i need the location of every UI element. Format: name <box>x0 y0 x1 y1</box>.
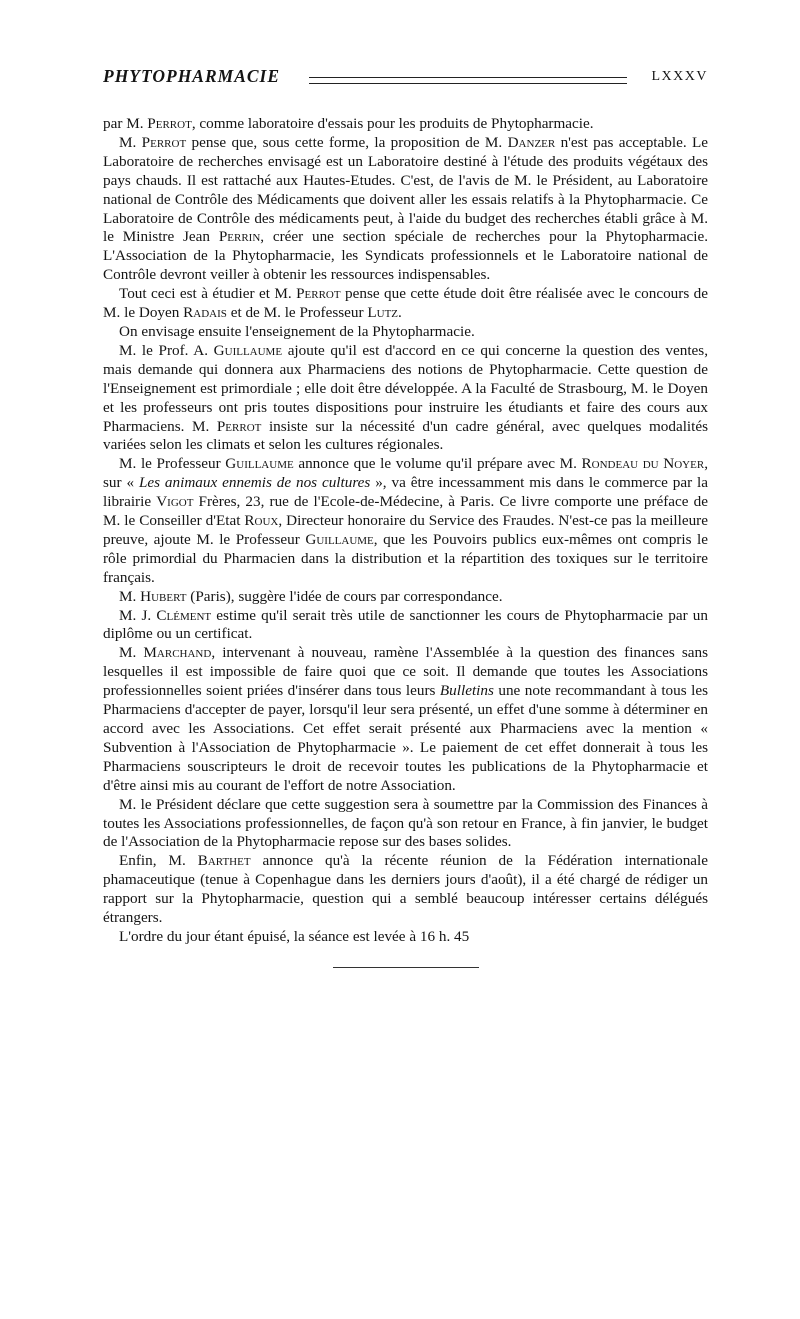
paragraph <box>103 928 708 947</box>
person-name: Radais <box>183 304 227 322</box>
person-name: Lutz <box>367 304 399 322</box>
text-run: annonce que le volume qu'il prépare avec M. <box>293 455 582 473</box>
text-run: par M. <box>103 115 148 132</box>
text-run: , que les Pouvoirs publics eux-mêmes ont compris le rôle primordial du Pharmacien dans la distribution et la répartition des toxiques sur le territoire français. <box>103 530 708 586</box>
paragraph <box>103 134 708 285</box>
text-run: insiste sur la nécessité d'un cadre général, avec quelques modalités variées selon les climats et selon les cultures régionales. <box>103 417 709 454</box>
person-name: Perrot <box>296 285 341 303</box>
person-name: Perrot <box>141 133 187 151</box>
paragraph <box>103 852 708 928</box>
closing-rule <box>333 967 479 968</box>
text-run: M. le Prof. A. <box>119 341 214 359</box>
text-run: Enfin, M. <box>119 852 198 870</box>
text-run: pense que cette étude doit être réalisée avec le concours de M. le Doyen <box>103 285 708 322</box>
text-run: , intervenant à nouveau, ramène l'Assemblée à la question des finances sans lesquelles il est impossible de faire quoi que ce soit. Il demande que toutes les Associations professionnelles soient priées d'insérer dans tous leurs <box>103 644 708 700</box>
text-run: M. <box>119 644 144 662</box>
text-run: Frères, 23, rue de l'Ecole-de-Médecine, à Paris. Ce livre comporte une préface de M. le Conseiller d'Etat <box>103 493 708 530</box>
person-name: Danzer <box>507 133 556 151</box>
paragraph <box>103 455 708 587</box>
paragraph <box>103 607 708 645</box>
text-run: M. J. <box>119 606 157 624</box>
text-run: , créer une section spéciale de recherches pour la Phytopharmacie. L'Association de la Phytopharmacie, les Syndicats professionnels et le Laboratoire national de Contrôle devront veiller à obtenir les ressources indispensables. <box>103 228 708 284</box>
text-run: , comme laboratoire d'essais pour les produits de Phytopharmacie. <box>191 115 594 132</box>
paragraph <box>103 115 708 134</box>
italic-text: Les animaux ennemis de nos cultures <box>138 474 371 492</box>
running-title: PHYTOPHARMACIE <box>103 66 281 86</box>
text-run: n'est pas acceptable. Le Laboratoire de recherches envisagé est un Laboratoire destiné à l'étude des produits végétaux des pays chauds. Il est rattaché aux Hautes-Etudes. C'est, de l'avis de M. le Président, au Laboratoire national de Contrôle des Médicaments que doivent aller les essais relatifs à la Phytopharmacie. Ce Laboratoire de Contrôle des médicaments peut, à l'aide du budget des recherches établi grâce à M. le Ministre Jean <box>103 133 708 246</box>
person-name: Guillaume <box>305 530 374 548</box>
text-run: L'ordre du jour étant épuisé, la séance est levée à 16 h. 45 <box>119 927 470 945</box>
text-run: ajoute qu'il est d'accord en ce qui concerne la question des ventes, mais demande qui donnera aux Pharmaciens des notions de Phytopharmacie. Cette question de l'Enseignement est primordiale ; elle doit être développée. A la Faculté de Strasbourg, M. le Doyen et les professeurs ont pris toutes dispositions pour instruire les étudiants et faire des cours aux Pharmaciens. M. <box>103 341 709 435</box>
header-double-rule <box>309 77 627 84</box>
person-name: Marchand <box>143 644 212 662</box>
person-name: Perrot <box>147 115 192 132</box>
person-name: Roux <box>244 512 279 530</box>
text-run: une note recommandant à tous les Pharmaciens d'accepter de payer, lorsqu'il leur sera présenté, un effet d'une somme à déterminer en accord avec les Associations. Cet effet serait présenté aux Pharmaciens avec la mention « Subvention à l'Association de Phytopharmacie ». Le paiement de cet effet donnerait à tous les Pharmaciens souscripteurs le droit de recevoir toutes les publications de la Phytopharmacie et d'être ainsi mis au courant de l'effort de notre Association. <box>103 682 708 794</box>
page-body <box>103 115 708 947</box>
paragraph <box>103 644 708 795</box>
person-name: Hubert <box>140 587 187 605</box>
text-run: M. <box>119 133 142 151</box>
person-name: Guillaume <box>213 341 283 359</box>
text-run: M. <box>119 587 141 605</box>
text-run: estime qu'il serait très utile de sanctionner les cours de Phytopharmacie par un diplôme ou un certificat. <box>103 606 708 643</box>
text-run: pense que, sous cette forme, la proposition de M. <box>186 133 508 151</box>
text-run: M. le Président déclare que cette suggestion sera à soumettre par la Commission des Finances à toutes les Associations professionnelles, de façon qu'à son retour en France, à fin janvier, le budget de l'Association de la Phytopharmacie repose sur des bases solides. <box>103 795 708 851</box>
text-run: (Paris), suggère l'idée de cours par correspondance. <box>186 587 503 605</box>
person-name: Rondeau du Noyer <box>581 455 705 473</box>
text-run: », va être incessamment mis dans le commerce par la librairie <box>103 474 709 511</box>
text-run: . <box>398 304 402 322</box>
paragraph <box>103 588 708 607</box>
text-run: annonce qu'à la récente réunion de la Fédération internationale phamaceutique (tenue à Copenhague dans les derniers jours d'août), il a été chargé de rédiger un rapport sur la Phytopharmacie, question qui a semblé beaucoup intéresser certains délégués étrangers. <box>103 852 708 927</box>
person-name: Barthet <box>197 852 251 870</box>
person-name: Perrot <box>216 417 262 435</box>
text-run: Tout ceci est à étudier et M. <box>119 285 297 303</box>
text-run: et de M. le Professeur <box>226 304 368 322</box>
text-run: On envisage ensuite l'enseignement de la Phytopharmacie. <box>119 322 475 340</box>
italic-text: Bulletins <box>439 682 494 700</box>
paragraph <box>103 285 708 323</box>
paragraph <box>103 323 708 342</box>
person-name: Vigot <box>156 493 194 511</box>
text-run: , sur « <box>103 455 708 492</box>
paragraph <box>103 796 708 853</box>
text-run: , Directeur honoraire du Service des Fraudes. N'est-ce pas la meilleure preuve, ajoute M. le Professeur <box>103 512 708 548</box>
person-name: Perrin <box>218 228 261 246</box>
person-name: Clément <box>156 606 212 624</box>
text-run: M. le Professeur <box>119 455 226 473</box>
person-name: Guillaume <box>225 455 294 473</box>
paragraph <box>103 342 708 455</box>
page-number: LXXXV <box>651 69 708 84</box>
document-page <box>103 58 708 968</box>
page-header <box>103 58 708 92</box>
